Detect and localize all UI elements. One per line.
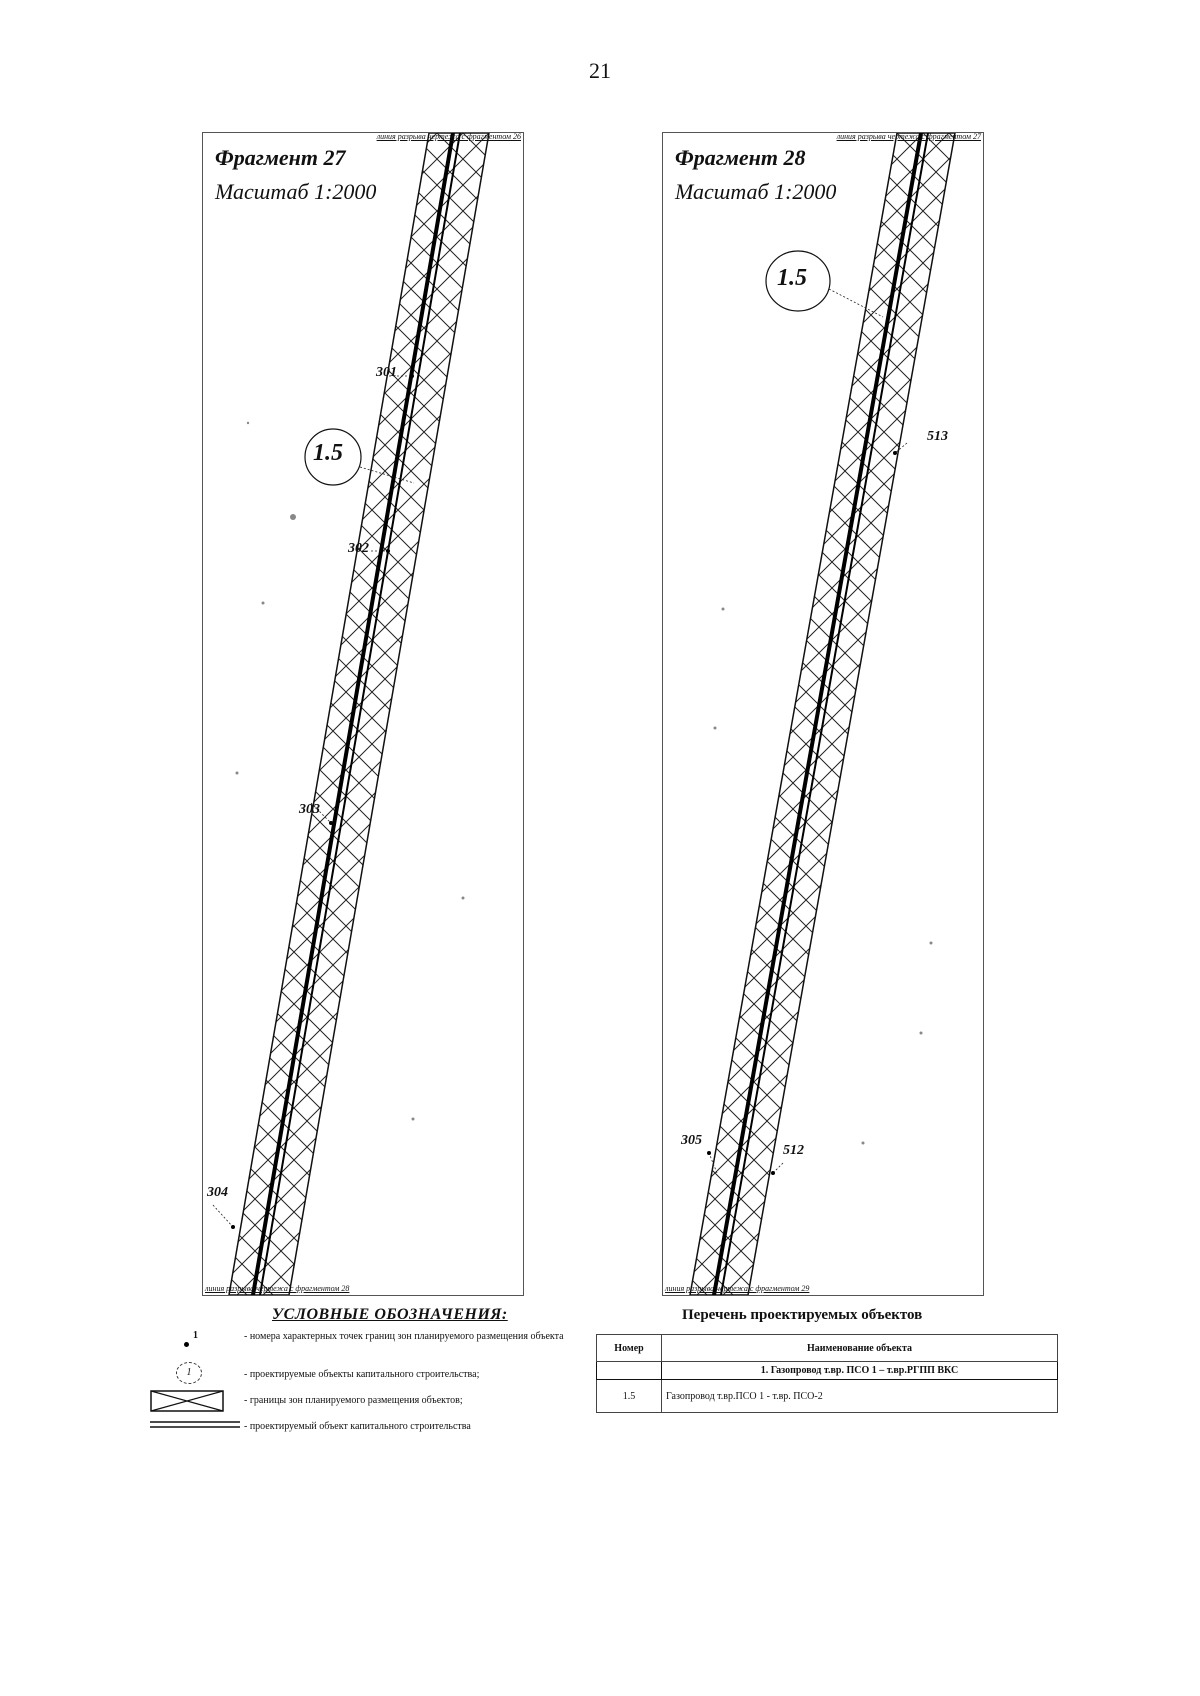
zone-label: 1.5: [313, 440, 343, 466]
point-dot-icon: [184, 1342, 189, 1347]
fragment-scale: Масштаб 1:2000: [675, 179, 837, 204]
group-title: 1. Газопровод т.вр. ПСО 1 – т.вр.РГПП ВКС: [662, 1362, 1058, 1380]
pipeline-line: [253, 133, 453, 1295]
objects-list-title: Перечень проектируемых объектов: [682, 1307, 923, 1323]
header-number: Номер: [597, 1335, 662, 1362]
point-symbol: 1: [180, 1330, 210, 1354]
point-label: 301: [376, 365, 397, 380]
point-label: 304: [207, 1185, 228, 1200]
pipeline-line: [714, 133, 921, 1295]
break-line-label-bottom: линия разрыва чертежа с фрагментом 29: [665, 1284, 810, 1293]
zone-hatch-icon: [150, 1390, 224, 1417]
header-name: Наименование объекта: [662, 1335, 1058, 1362]
point-label: 305: [681, 1133, 702, 1148]
break-line-label-bottom: линия разрыва чертежа с фрагментом 28: [205, 1284, 350, 1293]
legend-item-objects: - проектируемые объекты капитального строительства;: [244, 1369, 480, 1380]
object-name: Газопровод т.вр.ПСО 1 - т.вр. ПСО-2: [662, 1380, 1058, 1413]
break-line-label-top: линия разрыва чертежа с фрагментом 27: [836, 132, 981, 141]
fragment-title: Фрагмент 27: [215, 145, 346, 170]
pipeline-corridor-27: [203, 133, 523, 1295]
legend-item-zones: - границы зон планируемого размещения объектов;: [244, 1395, 463, 1406]
legend-item-points: - номера характерных точек границ зон планируемого размещения объекта: [244, 1331, 564, 1342]
object-number: 1.5: [597, 1380, 662, 1413]
break-line-label-top: линия разрыва чертежа с фрагментом 26: [376, 132, 521, 141]
table-header-row: [597, 1335, 1058, 1362]
fragment-27-map: [202, 132, 524, 1296]
zone-label: 1.5: [777, 265, 807, 291]
table-row: [597, 1380, 1058, 1413]
pipeline-symbol-icon: [150, 1418, 240, 1436]
objects-table: [596, 1334, 1058, 1413]
point-label: 303: [299, 802, 320, 817]
legend-item-pipeline: - проектируемый объект капитального строительства: [244, 1421, 471, 1432]
fragment-scale: Масштаб 1:2000: [215, 179, 377, 204]
fragment-28-map: [662, 132, 984, 1296]
page-number: 21: [589, 58, 611, 83]
pipeline-corridor-28: [663, 133, 983, 1295]
point-label: 302: [348, 541, 369, 556]
point-label: 513: [927, 429, 948, 444]
zone-boundary: [690, 133, 955, 1295]
object-circle-icon: 1: [176, 1362, 202, 1384]
table-group-row: [597, 1362, 1058, 1380]
point-label: 512: [783, 1143, 804, 1158]
legend-title: УСЛОВНЫЕ ОБОЗНАЧЕНИЯ:: [272, 1306, 508, 1323]
fragment-title: Фрагмент 28: [675, 145, 806, 170]
